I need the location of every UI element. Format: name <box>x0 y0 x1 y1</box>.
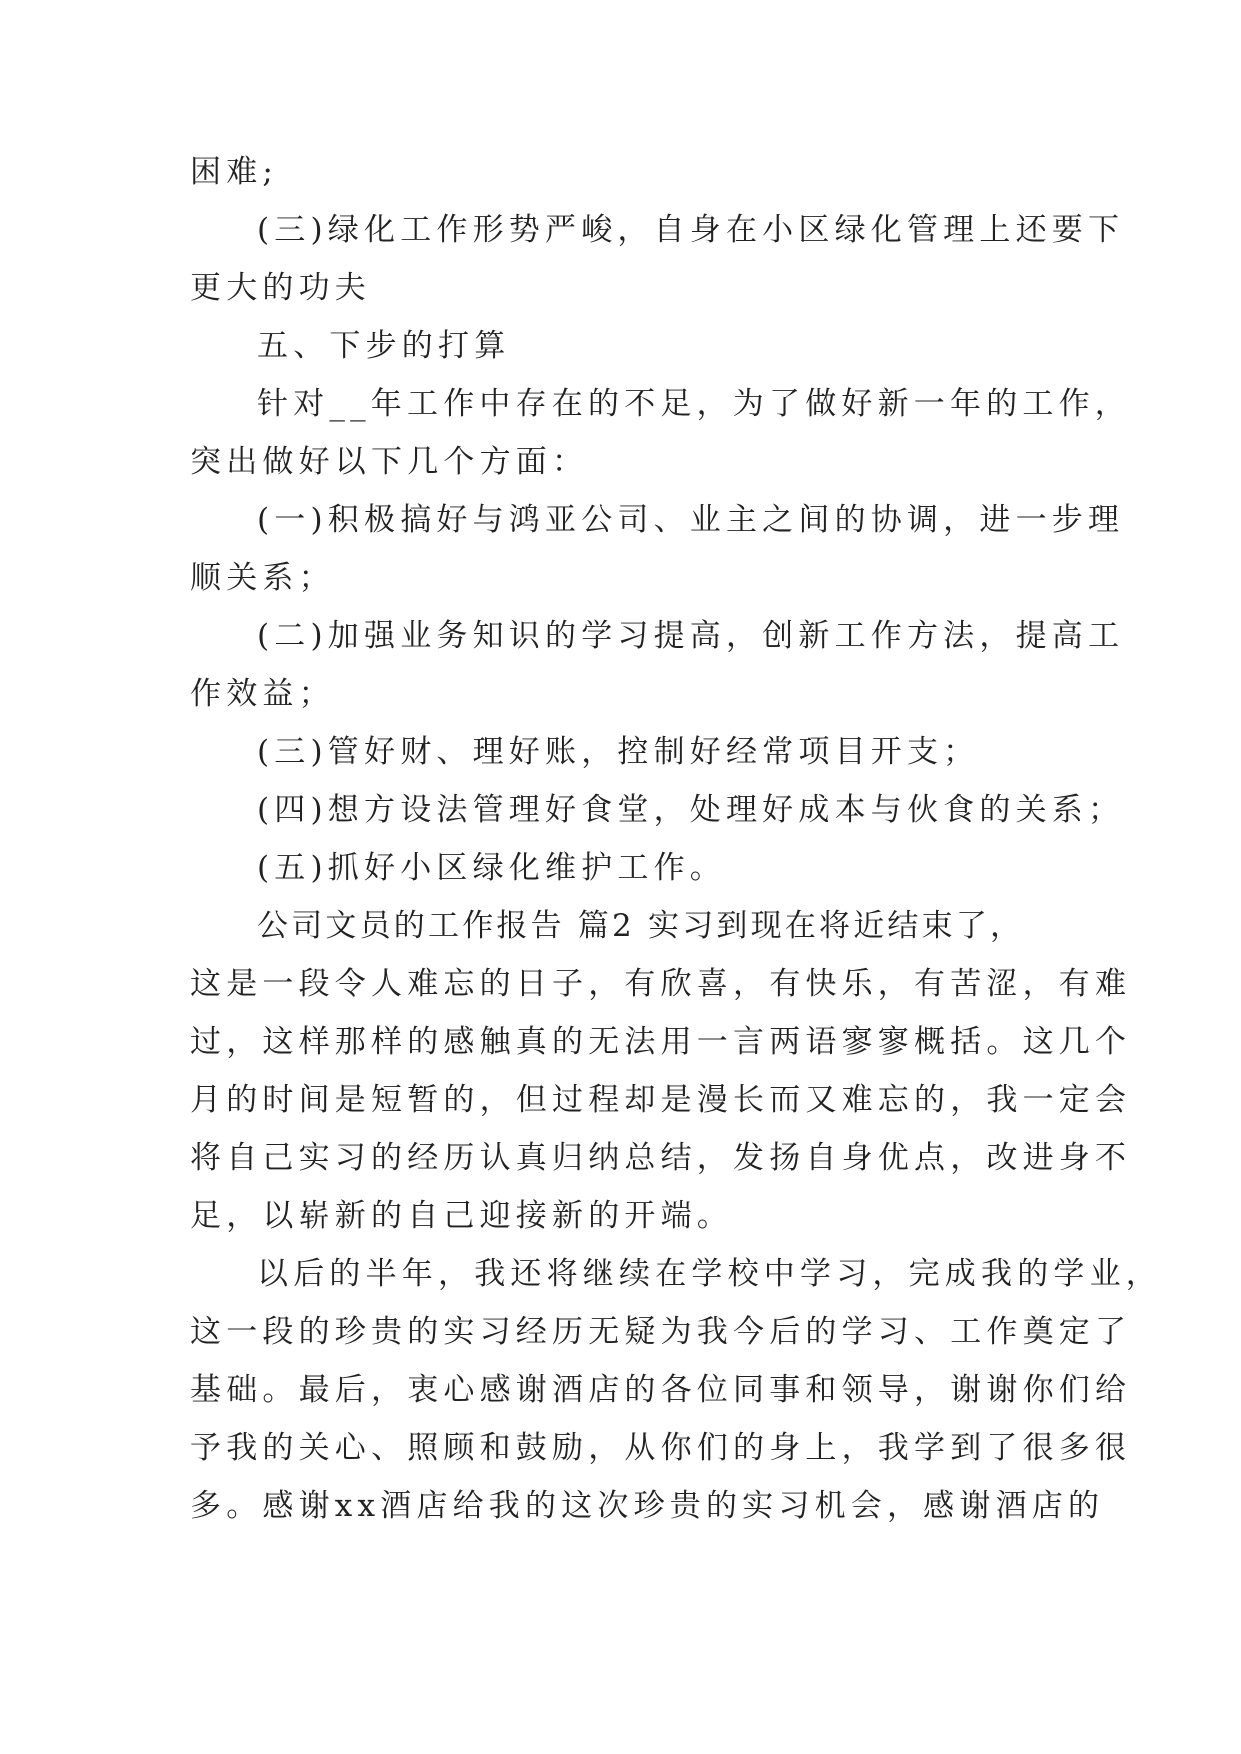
text-line: (三)管好财、理好账，控制好经常项目开支； <box>257 734 980 770</box>
text-line: 突出做好以下几个方面： <box>190 444 589 480</box>
text-line: (三)绿化工作形势严峻，自身在小区绿化管理上还要下 <box>257 212 1125 248</box>
text-line: 这是一段令人难忘的日子，有欣喜，有快乐，有苦涩，有难 <box>190 966 1132 1002</box>
text-line: (一)积极搞好与鸿亚公司、业主之间的协调，进一步理 <box>257 502 1125 538</box>
text-line: (四)想方设法管理好食堂，处理好成本与伙食的关系； <box>257 792 1125 828</box>
text-line: 基础。最后，衷心感谢酒店的各位同事和领导，谢谢你们给 <box>190 1372 1132 1408</box>
text-line: 多。感谢xx酒店给我的这次珍贵的实习机会，感谢酒店的 <box>190 1488 1105 1524</box>
text-line: 将自己实习的经历认真归纳总结，发扬自身优点，改进身不 <box>190 1140 1132 1176</box>
text-line: 过，这样那样的感触真的无法用一言两语寥寥概括。这几个 <box>190 1024 1132 1060</box>
text-line: 针对__年工作中存在的不足，为了做好新一年的工作， <box>257 386 1131 422</box>
text-line: 顺关系； <box>190 560 335 596</box>
text-line: 这一段的珍贵的实习经历无疑为我今后的学习、工作奠定了 <box>190 1314 1132 1350</box>
text-line: 以后的半年，我还将继续在学校中学习，完成我的学业， <box>257 1256 1162 1292</box>
text-line: 足，以崭新的自己迎接新的开端。 <box>190 1198 733 1234</box>
text-line: 更大的功夫 <box>190 270 371 306</box>
text-line: 困难; <box>190 154 279 190</box>
text-line: 月的时间是短暂的，但过程却是漫长而又难忘的，我一定会 <box>190 1082 1132 1118</box>
section-heading: 五、下步的打算 <box>257 328 511 364</box>
text-line: (二)加强业务知识的学习提高，创新工作方法，提高工 <box>257 618 1125 654</box>
article-heading-line: 公司文员的工作报告 篇2 实习到现在将近结束了， <box>257 908 1025 944</box>
text-line: 予我的关心、照顾和鼓励，从你们的身上，我学到了很多很 <box>190 1430 1132 1466</box>
text-line: (五)抓好小区绿化维护工作。 <box>257 850 726 886</box>
text-line: 作效益； <box>190 676 335 712</box>
